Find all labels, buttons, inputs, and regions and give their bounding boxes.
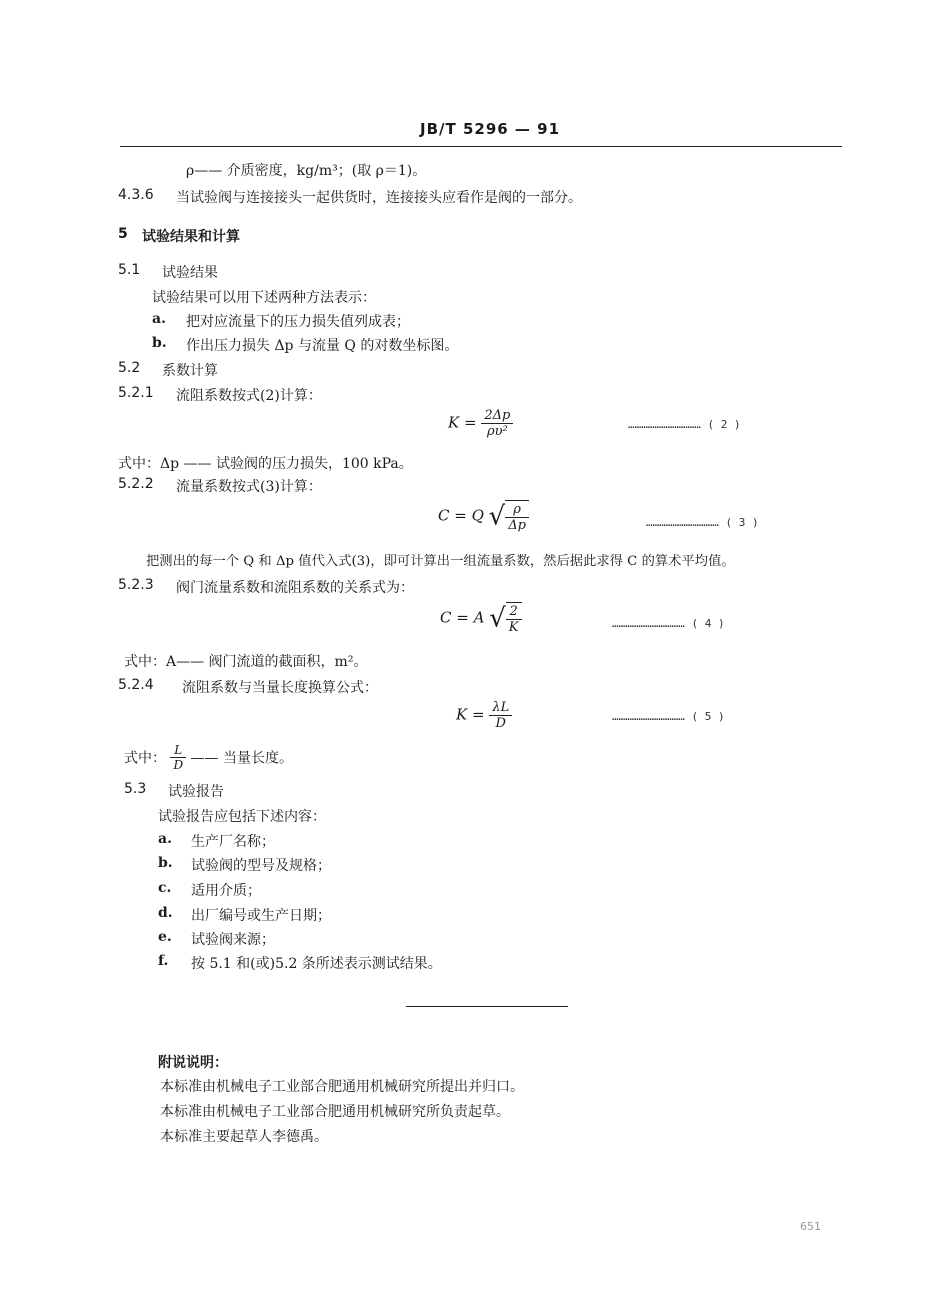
clause-number: 5.3 xyxy=(124,781,147,797)
paragraph: 把测出的每一个 Q 和 Δp 值代入式(3)，即可计算出一组流量系数，然后据此求得 C 的算术平均值。 xyxy=(146,554,735,569)
ratio-fraction xyxy=(170,743,186,772)
equation-denominator: ρυ² xyxy=(486,424,508,439)
end-rule xyxy=(406,1006,568,1007)
equation-fraction xyxy=(481,408,513,439)
clause-title: 系数计算 xyxy=(162,363,218,379)
square-root: √ $\frac{2}{K}$ xyxy=(489,602,521,635)
list-item: 出厂编号或生产日期； xyxy=(191,908,331,924)
equation-denominator: K xyxy=(508,620,519,635)
list-item: 试验阀来源； xyxy=(191,932,275,948)
equation-fraction xyxy=(506,604,522,635)
notes-line: 本标准主要起草人李德禹。 xyxy=(160,1129,328,1145)
clause-number: 5.2.2 xyxy=(118,476,154,492)
equation-fraction xyxy=(505,502,529,533)
equation-3 xyxy=(438,500,529,533)
list-item-label: e. xyxy=(158,929,172,945)
clause-title: 流阻系数按式(2)计算： xyxy=(176,388,322,404)
clause-title: 试验结果 xyxy=(162,265,218,281)
list-item: 生产厂名称； xyxy=(191,834,275,850)
clause-intro: 试验结果可以用下述两种方法表示： xyxy=(152,290,376,306)
list-item-label: b. xyxy=(152,335,167,351)
clause-number: 5.2.3 xyxy=(118,577,154,593)
variable-definition: 式中：A—— 阀门流道的截面积，m²。 xyxy=(124,654,368,670)
list-item-label: d. xyxy=(158,905,173,921)
list-item-label: f. xyxy=(158,953,169,969)
where-suffix: —— 当量长度。 xyxy=(190,750,293,767)
variable-definition xyxy=(124,743,293,772)
equation-lhs: K = xyxy=(456,705,485,724)
clause-text: 当试验阀与连接接头一起供货时，连接接头应看作是阀的一部分。 xyxy=(176,190,582,206)
standard-number-header: JB/T 5296 — 91 xyxy=(420,120,561,138)
equation-denominator: Δp xyxy=(508,518,526,533)
list-item: 按 5.1 和(或)5.2 条所述表示测试结果。 xyxy=(191,956,442,972)
equation-fraction xyxy=(489,700,512,731)
variable-definition: 式中：Δp —— 试验阀的压力损失，100 kPa。 xyxy=(118,456,413,472)
clause-title: 阀门流量系数和流阻系数的关系式为： xyxy=(176,580,414,596)
section-title: 试验结果和计算 xyxy=(142,229,240,245)
section-number: 5 xyxy=(118,226,128,242)
ratio-denominator: D xyxy=(173,758,184,772)
ratio-numerator: L xyxy=(170,743,186,758)
equation-number: ( 2 ) xyxy=(707,418,741,431)
header-rule xyxy=(120,146,842,147)
notes-title: 附说说明： xyxy=(158,1055,228,1071)
equation-numerator: ρ xyxy=(505,502,529,518)
equation-numerator: 2 xyxy=(506,604,522,620)
where-prefix: 式中： xyxy=(124,750,166,767)
rho-definition: ρ—— 介质密度，kg/m³；(取 ρ＝1)。 xyxy=(186,163,427,179)
equation-leader-dots: …………………………… ( 3 ) xyxy=(646,516,759,529)
equation-2 xyxy=(448,408,513,439)
square-root: √ $\frac{\rho}{\Delta p}$ xyxy=(489,500,529,533)
equation-numerator: λL xyxy=(489,700,512,716)
list-item: 把对应流量下的压力损失值列成表； xyxy=(186,314,410,330)
clause-number: 5.2.4 xyxy=(118,677,154,693)
list-item: 作出压力损失 Δp 与流量 Q 的对数坐标图。 xyxy=(186,338,459,354)
page-number: 651 xyxy=(800,1220,821,1233)
clause-intro: 试验报告应包括下述内容： xyxy=(158,809,326,825)
equation-lhs: C = Q xyxy=(438,506,484,525)
equation-number: ( 5 ) xyxy=(691,710,725,723)
equation-number: ( 3 ) xyxy=(725,516,759,529)
notes-line: 本标准由机械电子工业部合肥通用机械研究所提出并归口。 xyxy=(160,1079,524,1095)
list-item-label: c. xyxy=(158,880,172,896)
list-item-label: a. xyxy=(152,311,166,327)
clause-title: 流量系数按式(3)计算： xyxy=(176,479,322,495)
clause-number: 4.3.6 xyxy=(118,187,154,203)
clause-number: 5.2.1 xyxy=(118,385,154,401)
equation-numerator: 2Δp xyxy=(481,408,513,424)
equation-4 xyxy=(440,602,522,635)
clause-number: 5.1 xyxy=(118,262,141,278)
equation-5 xyxy=(456,700,512,731)
equation-leader-dots: …………………………… ( 2 ) xyxy=(628,418,741,431)
clause-title: 流阻系数与当量长度换算公式： xyxy=(182,680,378,696)
list-item-label: a. xyxy=(158,831,172,847)
clause-title: 试验报告 xyxy=(168,784,224,800)
clause-number: 5.2 xyxy=(118,360,141,376)
list-item: 适用介质； xyxy=(191,883,261,899)
equation-leader-dots: …………………………… ( 5 ) xyxy=(612,710,725,723)
list-item-label: b. xyxy=(158,855,173,871)
equation-denominator: D xyxy=(495,716,506,731)
equation-lhs: K = xyxy=(448,413,477,432)
equation-leader-dots: …………………………… ( 4 ) xyxy=(612,617,725,630)
equation-number: ( 4 ) xyxy=(691,617,725,630)
equation-lhs: C = A xyxy=(440,608,485,627)
notes-line: 本标准由机械电子工业部合肥通用机械研究所负责起草。 xyxy=(160,1104,510,1120)
list-item: 试验阀的型号及规格； xyxy=(191,858,331,874)
